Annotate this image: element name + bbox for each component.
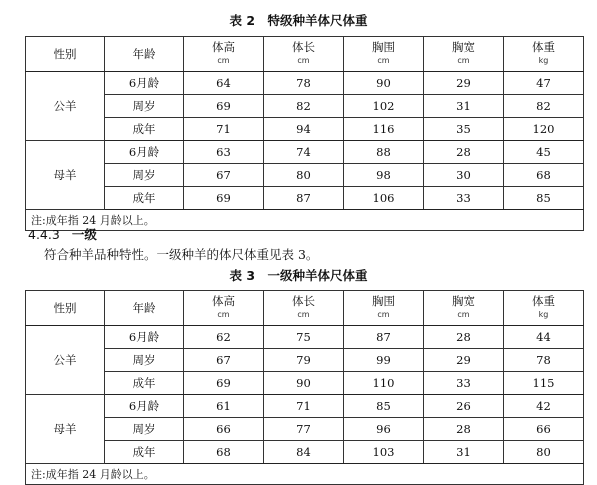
table-note: 注:成年指 24 月龄以上。 bbox=[26, 210, 584, 231]
value-cell: 90 bbox=[264, 372, 344, 395]
age-cell: 周岁 bbox=[105, 418, 184, 441]
column-unit: cm bbox=[217, 310, 230, 319]
age-cell: 6月龄 bbox=[105, 326, 184, 349]
value-cell: 47 bbox=[504, 72, 584, 95]
table2-caption: 表 2 特级种羊体尺体重 bbox=[229, 13, 368, 28]
column-unit: cm bbox=[217, 56, 230, 65]
value-cell: 88 bbox=[344, 141, 424, 164]
header-row bbox=[26, 37, 584, 72]
sex-cell: 母羊 bbox=[26, 395, 105, 464]
column-label: 体高 bbox=[212, 40, 235, 54]
age-cell: 成年 bbox=[105, 118, 184, 141]
value-cell: 87 bbox=[264, 187, 344, 210]
table2 bbox=[25, 36, 584, 231]
table3-caption: 表 3 一级种羊体尺体重 bbox=[229, 268, 368, 283]
value-cell: 29 bbox=[424, 72, 504, 95]
table3 bbox=[25, 290, 584, 485]
header-col-3 bbox=[424, 291, 504, 326]
value-cell: 26 bbox=[424, 395, 504, 418]
table-row bbox=[26, 95, 584, 118]
value-cell: 30 bbox=[424, 164, 504, 187]
table-row bbox=[26, 118, 584, 141]
value-cell: 120 bbox=[504, 118, 584, 141]
column-unit: cm bbox=[377, 56, 390, 65]
column-unit: cm bbox=[457, 310, 470, 319]
value-cell: 63 bbox=[184, 141, 264, 164]
header-sex: 性别 bbox=[26, 291, 105, 326]
value-cell: 42 bbox=[504, 395, 584, 418]
value-cell: 66 bbox=[504, 418, 584, 441]
value-cell: 68 bbox=[504, 164, 584, 187]
header-row bbox=[26, 291, 584, 326]
header-col-0 bbox=[184, 37, 264, 72]
header-col-4 bbox=[504, 291, 584, 326]
table-row bbox=[26, 72, 584, 95]
section-number: 4.4.3 bbox=[28, 227, 60, 242]
value-cell: 31 bbox=[424, 95, 504, 118]
column-label: 体长 bbox=[292, 40, 315, 54]
column-unit: kg bbox=[538, 56, 549, 65]
value-cell: 31 bbox=[424, 441, 504, 464]
value-cell: 67 bbox=[184, 164, 264, 187]
column-label: 体重 bbox=[532, 294, 555, 308]
column-label: 体长 bbox=[292, 294, 315, 308]
value-cell: 85 bbox=[344, 395, 424, 418]
column-label: 胸宽 bbox=[452, 294, 475, 308]
value-cell: 71 bbox=[264, 395, 344, 418]
age-cell: 6月龄 bbox=[105, 395, 184, 418]
value-cell: 80 bbox=[264, 164, 344, 187]
value-cell: 45 bbox=[504, 141, 584, 164]
value-cell: 79 bbox=[264, 349, 344, 372]
value-cell: 94 bbox=[264, 118, 344, 141]
column-unit: cm bbox=[457, 56, 470, 65]
value-cell: 35 bbox=[424, 118, 504, 141]
value-cell: 61 bbox=[184, 395, 264, 418]
section-heading bbox=[28, 225, 97, 243]
table-row bbox=[26, 372, 584, 395]
column-label: 体重 bbox=[532, 40, 555, 54]
value-cell: 71 bbox=[184, 118, 264, 141]
value-cell: 44 bbox=[504, 326, 584, 349]
value-cell: 68 bbox=[184, 441, 264, 464]
age-cell: 周岁 bbox=[105, 95, 184, 118]
value-cell: 103 bbox=[344, 441, 424, 464]
value-cell: 99 bbox=[344, 349, 424, 372]
value-cell: 62 bbox=[184, 326, 264, 349]
header-age: 年龄 bbox=[105, 37, 184, 72]
value-cell: 90 bbox=[344, 72, 424, 95]
header-col-3 bbox=[424, 37, 504, 72]
value-cell: 69 bbox=[184, 372, 264, 395]
table-note: 注:成年指 24 月龄以上。 bbox=[26, 464, 584, 485]
note-row bbox=[26, 210, 584, 231]
column-unit: cm bbox=[377, 310, 390, 319]
value-cell: 74 bbox=[264, 141, 344, 164]
section-title: 一级 bbox=[71, 227, 97, 242]
value-cell: 33 bbox=[424, 187, 504, 210]
value-cell: 102 bbox=[344, 95, 424, 118]
column-label: 胸宽 bbox=[452, 40, 475, 54]
value-cell: 85 bbox=[504, 187, 584, 210]
sex-cell: 公羊 bbox=[26, 72, 105, 141]
table-row bbox=[26, 418, 584, 441]
value-cell: 98 bbox=[344, 164, 424, 187]
header-col-4 bbox=[504, 37, 584, 72]
sex-cell: 母羊 bbox=[26, 141, 105, 210]
value-cell: 75 bbox=[264, 326, 344, 349]
table-row bbox=[26, 349, 584, 372]
value-cell: 80 bbox=[504, 441, 584, 464]
value-cell: 29 bbox=[424, 349, 504, 372]
value-cell: 78 bbox=[504, 349, 584, 372]
column-unit: kg bbox=[538, 310, 549, 319]
value-cell: 28 bbox=[424, 141, 504, 164]
value-cell: 28 bbox=[424, 418, 504, 441]
age-cell: 成年 bbox=[105, 441, 184, 464]
table-row bbox=[26, 326, 584, 349]
value-cell: 33 bbox=[424, 372, 504, 395]
value-cell: 69 bbox=[184, 187, 264, 210]
value-cell: 82 bbox=[264, 95, 344, 118]
table-row bbox=[26, 441, 584, 464]
age-cell: 周岁 bbox=[105, 349, 184, 372]
age-cell: 6月龄 bbox=[105, 141, 184, 164]
header-sex: 性别 bbox=[26, 37, 105, 72]
value-cell: 77 bbox=[264, 418, 344, 441]
age-cell: 成年 bbox=[105, 187, 184, 210]
value-cell: 28 bbox=[424, 326, 504, 349]
table-row bbox=[26, 164, 584, 187]
header-col-1 bbox=[264, 37, 344, 72]
header-col-2 bbox=[344, 37, 424, 72]
column-label: 体高 bbox=[212, 294, 235, 308]
value-cell: 115 bbox=[504, 372, 584, 395]
age-cell: 成年 bbox=[105, 372, 184, 395]
column-unit: cm bbox=[297, 310, 310, 319]
age-cell: 6月龄 bbox=[105, 72, 184, 95]
value-cell: 87 bbox=[344, 326, 424, 349]
column-unit: cm bbox=[297, 56, 310, 65]
table-row bbox=[26, 395, 584, 418]
header-col-1 bbox=[264, 291, 344, 326]
value-cell: 82 bbox=[504, 95, 584, 118]
note-row bbox=[26, 464, 584, 485]
sex-cell: 公羊 bbox=[26, 326, 105, 395]
table-row bbox=[26, 141, 584, 164]
value-cell: 84 bbox=[264, 441, 344, 464]
value-cell: 110 bbox=[344, 372, 424, 395]
column-label: 胸围 bbox=[372, 294, 395, 308]
age-cell: 周岁 bbox=[105, 164, 184, 187]
value-cell: 64 bbox=[184, 72, 264, 95]
value-cell: 67 bbox=[184, 349, 264, 372]
section-body: 符合种羊品种特性。一级种羊的体尺体重见表 3。 bbox=[44, 247, 319, 262]
value-cell: 96 bbox=[344, 418, 424, 441]
value-cell: 106 bbox=[344, 187, 424, 210]
value-cell: 78 bbox=[264, 72, 344, 95]
value-cell: 69 bbox=[184, 95, 264, 118]
value-cell: 116 bbox=[344, 118, 424, 141]
header-col-0 bbox=[184, 291, 264, 326]
header-age: 年龄 bbox=[105, 291, 184, 326]
header-col-2 bbox=[344, 291, 424, 326]
table-row bbox=[26, 187, 584, 210]
column-label: 胸围 bbox=[372, 40, 395, 54]
value-cell: 66 bbox=[184, 418, 264, 441]
